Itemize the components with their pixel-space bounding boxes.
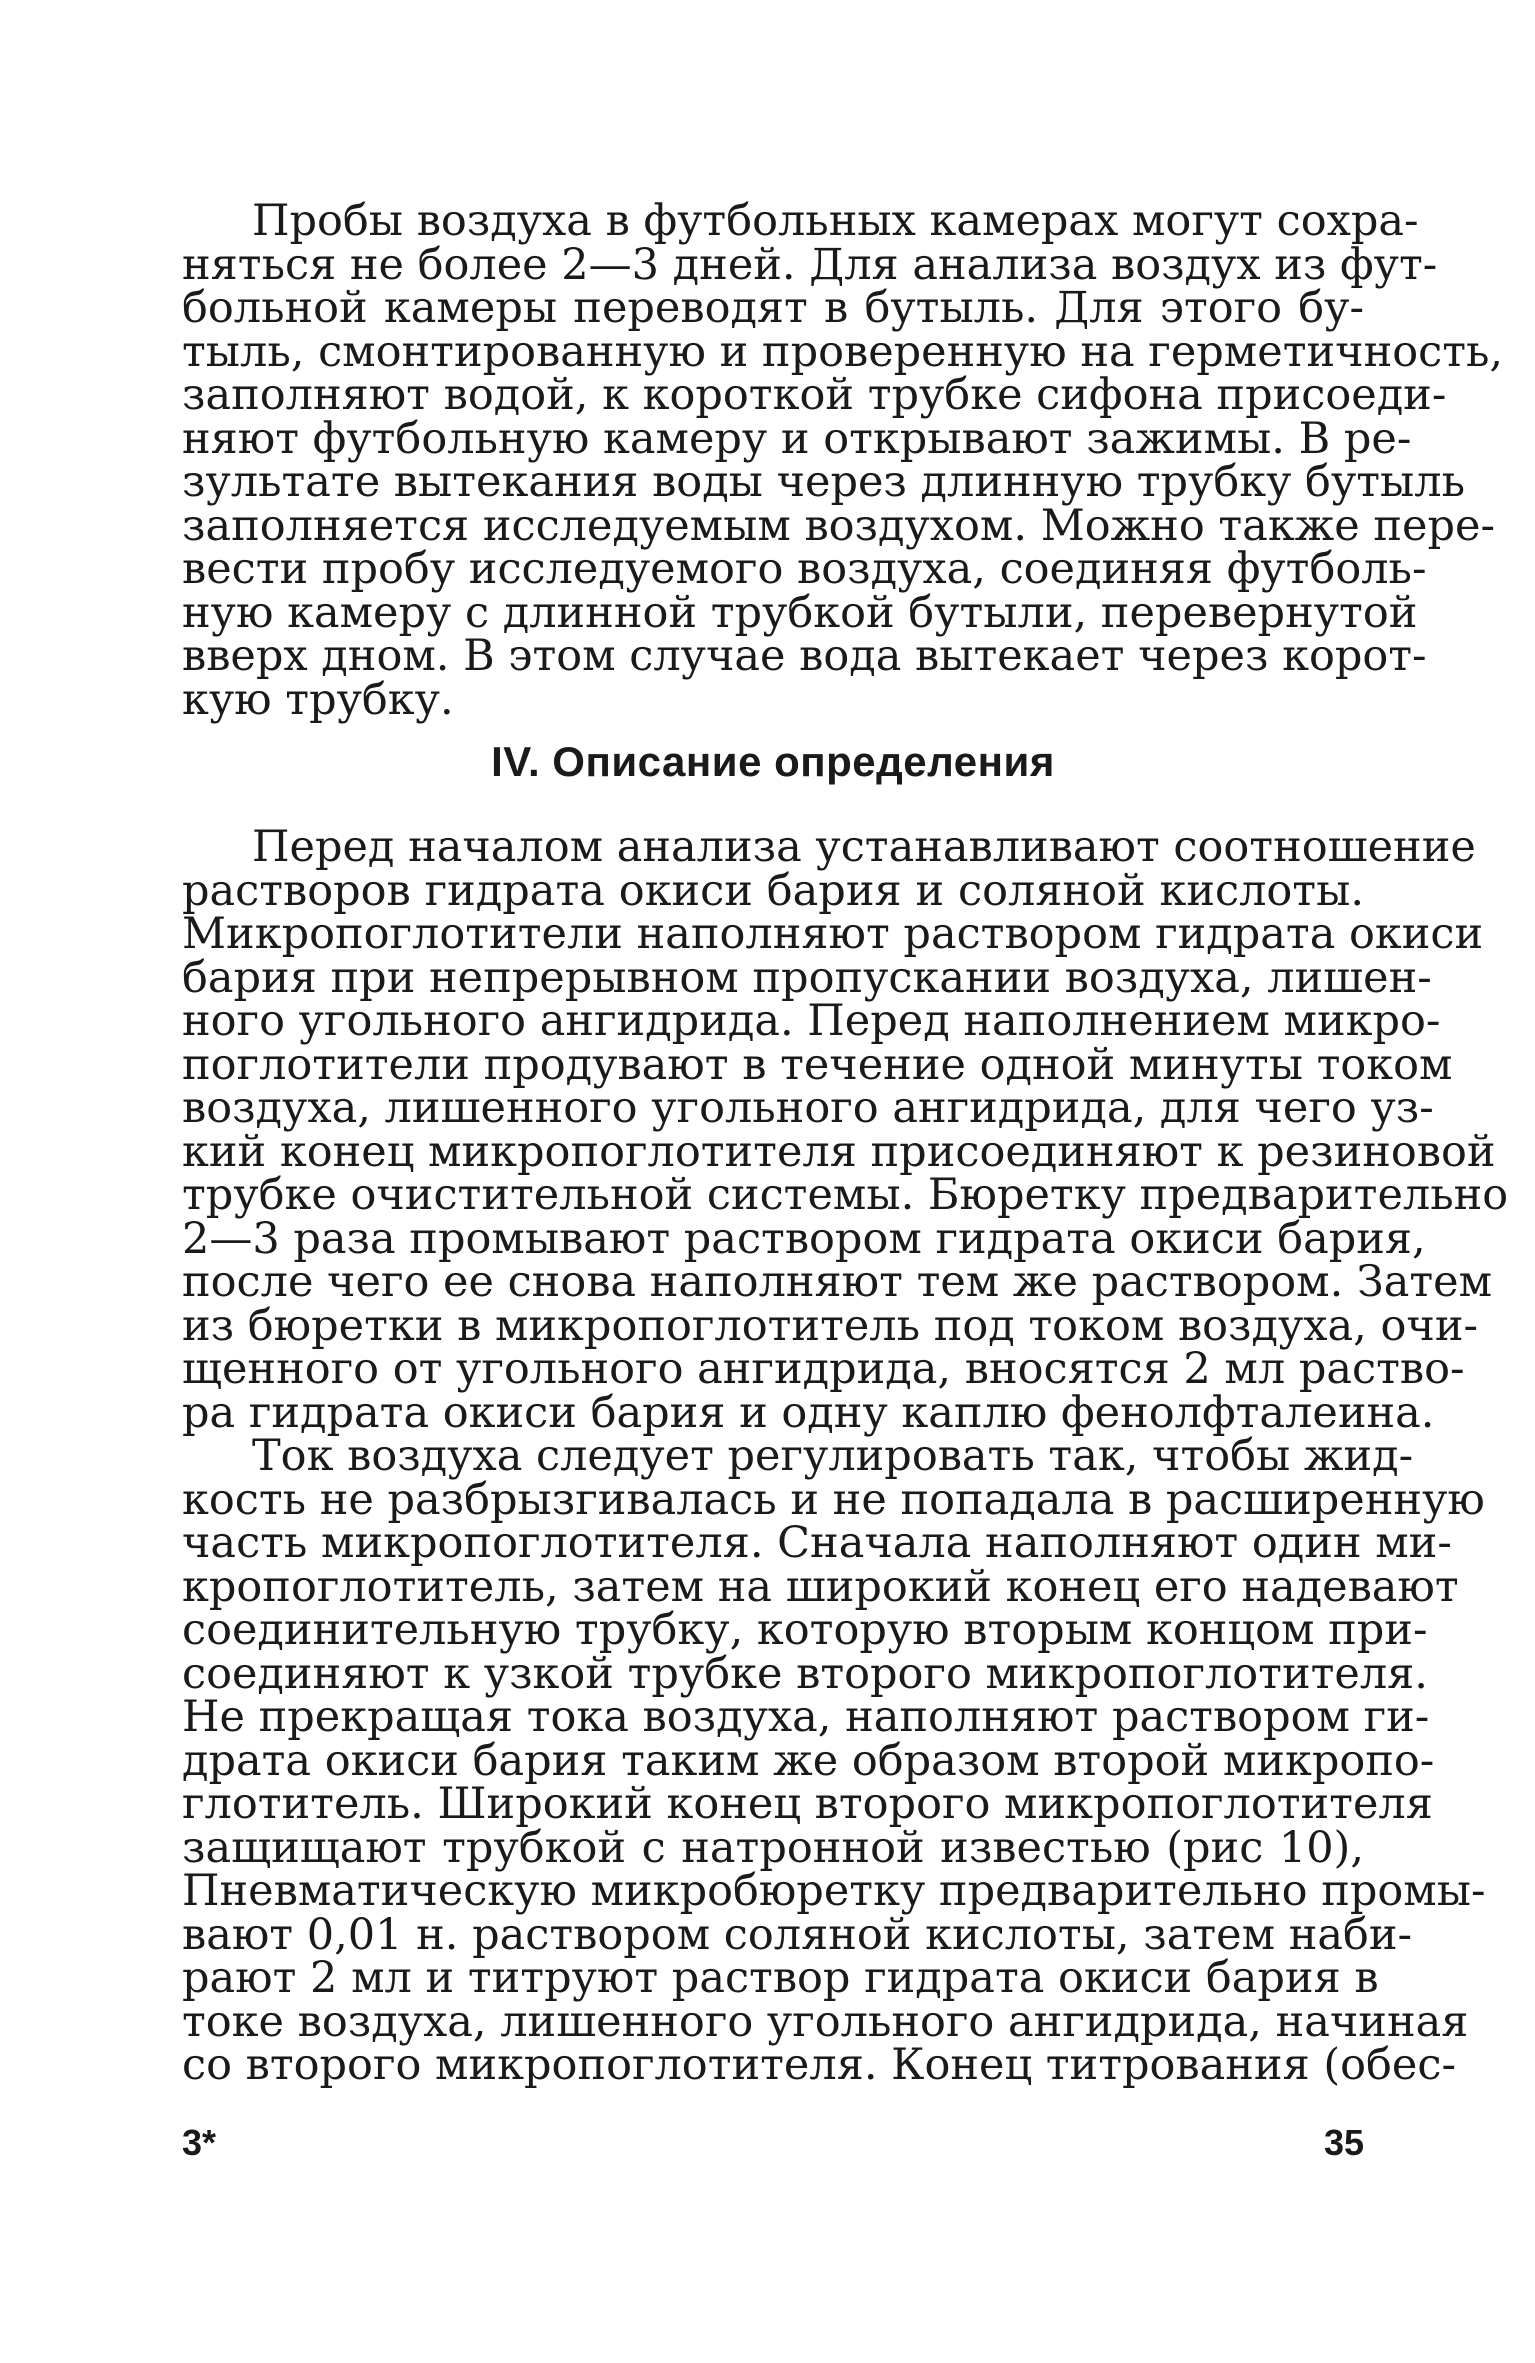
text-line: 2—3 раза промывают раствором гидрата окиси бария, [182,1213,1426,1264]
text-line: бария при непрерывном пропускании воздуха, лишен- [182,952,1432,1003]
text-line: трубке очистительной системы. Бюретку предварительно [182,1170,1509,1220]
text-line: со второго микропоглотителя. Конец титрования (обес- [182,2040,1456,2090]
text-line: кую трубку. [182,674,454,725]
page-number: 35 [1323,2122,1364,2163]
text-line: из бюретки в микропоглотитель под током воздуха, очи- [182,1300,1479,1351]
text-line: растворов гидрата окиси бария и соляной кислоты. [182,865,1364,916]
paragraph-3 [182,1431,1486,2090]
text-line: Пневматическую микробюретку предварительно промы- [182,1866,1486,1916]
text-line: ного угольного ангидрида. Перед наполнением микро- [182,996,1441,1046]
text-line: заполняется исследуемым воздухом. Можно также пере- [182,500,1495,551]
text-line: поглотители продувают в течение одной минуты током [182,1039,1453,1090]
section-heading: IV. Описание определения [491,738,1055,785]
text-line: защищают трубкой с натронной известью (рис 10), [182,1822,1364,1873]
paragraph-1 [182,196,1504,725]
text-line: Перед началом анализа устанавливают соотношение [252,822,1476,872]
text-line: воздуха, лишенного угольного ангидрида, для чего уз- [182,1083,1434,1133]
text-line: кропоглотитель, затем на широкий конец его надевают [182,1561,1459,1612]
text-line: Не прекращая тока воздуха, наполняют раствором ги- [182,1692,1430,1742]
text-line: вверх дном. В этом случае вода вытекает через корот- [182,631,1427,681]
paragraph-2 [182,822,1509,1438]
page-body [182,196,1509,2090]
text-line: соединительную трубку, которую вторым концом при- [182,1605,1428,1655]
text-line: няться не более 2—3 дней. Для анализа воздух из фут- [182,239,1438,290]
text-line: ра гидрата окиси бария и одну каплю фенолфталеина. [182,1387,1435,1438]
text-line: кость не разбрызгивалась и не попадала в расширенную [182,1474,1485,1525]
text-line: ную камеру с длинной трубкой бутыли, перевернутой [182,587,1418,638]
page-footer [182,2122,1364,2172]
text-line: вают 0,01 н. раствором соляной кислоты, затем наби- [182,1909,1413,1960]
text-line: после чего ее снова наполняют тем же раствором. Затем [182,1257,1493,1307]
text-line: няют футбольную камеру и открывают зажимы. В ре- [182,413,1412,464]
text-line: драта окиси бария таким же образом второй микропо- [182,1735,1435,1786]
text-line: больной камеры переводят в бутыль. Для этого бу- [182,283,1364,333]
text-line: Пробы воздуха в футбольных камерах могут сохра- [252,196,1419,246]
text-line: соединяют к узкой трубке второго микропоглотителя. [182,1648,1428,1699]
text-line: токе воздуха, лишенного угольного ангидрида, начиная [182,1996,1469,2047]
text-line: кий конец микропоглотителя присоединяют к резиновой [182,1126,1496,1177]
text-line: заполняют водой, к короткой трубке сифона присоеди- [182,370,1447,420]
text-line: рают 2 мл и титруют раствор гидрата окиси бария в [182,1953,1379,2003]
text-line: щенного от угольного ангидрида, вносятся 2 мл раство- [182,1344,1465,1394]
text-line: глотитель. Широкий конец второго микропоглотителя [182,1779,1433,1829]
text-line: Ток воздуха следует регулировать так, чтобы жид- [252,1431,1414,1481]
text-line: вести пробу исследуемого воздуха, соединяя футболь- [182,544,1427,594]
signature-mark: 3* [182,2122,217,2163]
text-line: тыль, смонтированную и проверенную на герметичность, [182,326,1504,377]
text-line: часть микропоглотителя. Сначала наполняют один ми- [182,1518,1452,1568]
text-line: зультате вытекания воды через длинную трубку бутыль [182,457,1465,507]
text-line: Микропоглотители наполняют раствором гидрата окиси [182,909,1484,959]
